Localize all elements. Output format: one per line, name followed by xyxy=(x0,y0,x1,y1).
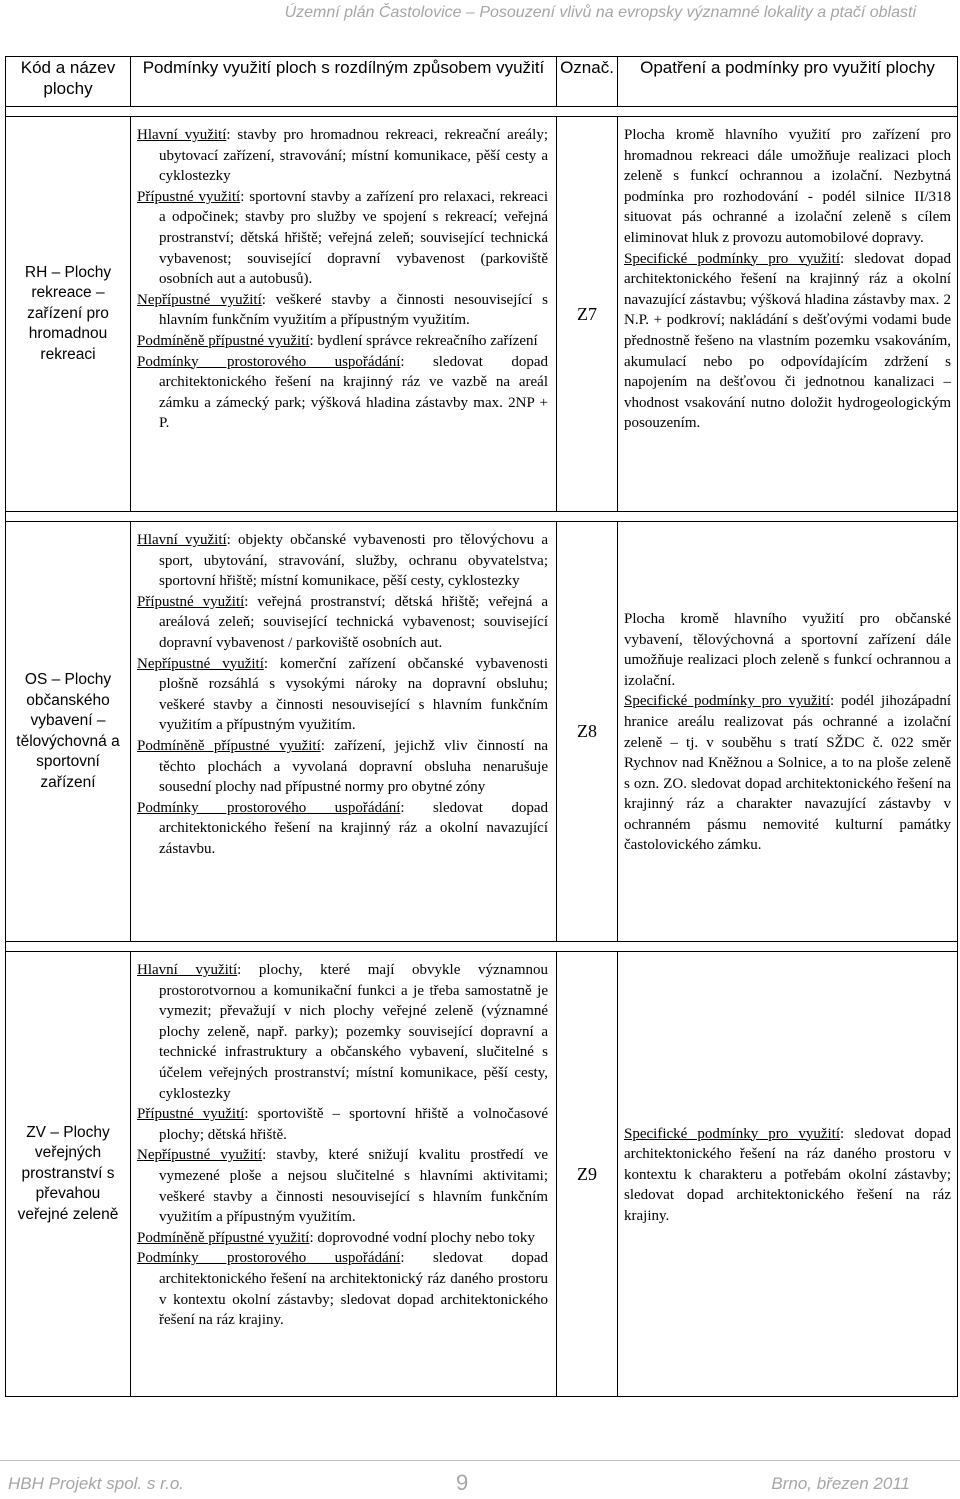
row-spacer xyxy=(6,942,958,952)
table-row xyxy=(6,522,958,942)
main-use: Hlavní využití: plochy, které mají obvykle významnou prostorotvornou a komunikační funkci a je třeba samostatně je vymezit; převažují v nich plochy veřejné zeleně (významné plochy zeleně, např. parky); pozemky související dopravní a technické infrastruktury a občanského vybavení, slučitelné s účelem veřejných prostranství; místní komunikace, pěší cesty, cyklostezky xyxy=(137,962,548,1102)
conditions-cell xyxy=(131,117,557,512)
row-spacer xyxy=(6,512,958,522)
allowed-use: Přípustné využití: sportoviště – sportovní hřiště a volnočasové plochy; dětská hřiště. xyxy=(137,1106,548,1143)
page-footer xyxy=(0,1466,960,1498)
table-row xyxy=(6,117,958,512)
measures-cell xyxy=(618,952,958,1397)
row-spacer xyxy=(6,107,958,117)
measure-specific: Specifické podmínky pro využití: podél jihozápadní hranice areálu realizovat pás ochranné a izolační zeleně – tj. v souběhu s tratí SŽDC č. 022 směr Rychnov nad Kněžnou a Solnice, a to na ploše zeleně s ozn. ZO. sledovat dopad architektonického řešení na krajinný ráz a charakter navazující zástavby v ochranném pásmu nemovité kulturní památky častolovického zámku. xyxy=(624,693,952,854)
forbidden-use: Nepřípustné využití: stavby, které snižují kvalitu prostředí ve vymezené ploše a nejsou slučitelné s hlavními aktivitami; veškeré stavby a činnosti nesouvisející s hlavním funkčním využitím a přípustným využitím. xyxy=(137,1147,548,1226)
spatial-conditions: Podmínky prostorového uspořádání: sledovat dopad architektonického řešení na architektonický ráz daného prostoru v kontextu okolní zástavby; sledovat dopad architektonického řešení na ráz krajiny. xyxy=(137,1250,548,1329)
footer-company: HBH Projekt spol. s r.o. xyxy=(8,1474,185,1493)
plot-name: RH – Plochy rekreace – zařízení pro hromadnou rekreaci xyxy=(6,117,131,512)
plot-code: Z8 xyxy=(557,522,618,942)
conditional-use: Podmíněně přípustné využití: zařízení, jejichž vliv činností na těchto plochách a vyvolaná dopravní obsluha nenarušuje sousední plochy nad přípustné normy pro obytné zóny xyxy=(137,737,548,796)
main-use: Hlavní využití: objekty občanské vybavenosti pro tělovýchovu a sport, ubytování, stravování, služby, ochranu obyvatelstva; sportovní hřiště; místní komunikace, pěší cesty, cyklostezky xyxy=(137,532,548,590)
measure-intro: Plocha kromě hlavního využití pro zařízení pro hromadnou rekreaci dále umožňuje realizaci ploch zeleně s funkcí ochrannou a izolační. Nezbytná podmínka pro rozhodování - podél silnice II/318 situovat pás ochranné a izolační zeleně s cílem eliminovat hluk z provozu automobilové dopravy. xyxy=(624,127,951,246)
land-use-table xyxy=(5,56,958,1397)
table-row xyxy=(6,952,958,1397)
measures-cell xyxy=(618,117,958,512)
footer-rule xyxy=(0,1460,960,1461)
col-header-code-name: Kód a název plochy xyxy=(6,57,131,107)
page-number: 9 xyxy=(456,1470,469,1495)
plot-code: Z7 xyxy=(557,117,618,512)
plot-name: ZV – Plochy veřejných prostranství s převahou veřejné zeleně xyxy=(6,952,131,1397)
plot-name: OS – Plochy občanského vybavení – tělovýchovná a sportovní zařízení xyxy=(6,522,131,942)
footer-date: Brno, březen 2011 xyxy=(771,1474,910,1493)
measure-specific: Specifické podmínky pro využití: sledovat dopad architektonického řešení na krajinný ráz a okolní navazující zástavbu; výšková hladina zástavby max. 2 N.P. + podkroví; nakládání s dešťovými vodami bude přednostně řešeno na vlastním pozemku vsakováním, akumulací nebo po odpovídajícím zdržení s napojením na dešťovou či jednotnou kanalizaci – vhodnost vsakování nutno doložit hydrogeologickým posouzením. xyxy=(624,250,951,432)
forbidden-use: Nepřípustné využití: komerční zařízení občanské vybavenosti plošně rozsáhlá s vysokými nároky na dopravní obsluhu; veškeré stavby a činnosti nesouvisející s hlavním funkčním využitím a přípustným využitím. xyxy=(137,655,548,734)
forbidden-use: Nepřípustné využití: veškeré stavby a činnosti nesouvisející s hlavním funkčním využitím a přípustným využitím. xyxy=(137,291,548,329)
measures-cell xyxy=(618,522,958,942)
col-header-conditions: Podmínky využití ploch s rozdílným způsobem využití xyxy=(131,57,557,107)
col-header-measures: Opatření a podmínky pro využití plochy xyxy=(618,57,958,107)
conditions-cell xyxy=(131,952,557,1397)
conditions-cell xyxy=(131,522,557,942)
plot-code: Z9 xyxy=(557,952,618,1397)
running-header: Územní plán Častolovice – Posouzení vlivů na evropsky významné lokality a ptačí oblasti xyxy=(284,4,916,21)
measure-intro: Plocha kromě hlavního využití pro občanské vybavení, tělovýchovná a sportovní zařízení dále umožňuje realizaci ploch zeleně s funkcí ochrannou a izolační. xyxy=(624,610,951,689)
table-header-row xyxy=(6,57,958,107)
main-use: Hlavní využití: stavby pro hromadnou rekreaci, rekreační areály; ubytovací zařízení, stravování; místní komunikace, pěší cesty a cyklostezky xyxy=(137,127,548,185)
spatial-conditions: Podmínky prostorového uspořádání: sledovat dopad architektonického řešení na krajinný ráz ve vazbě na areál zámku a zámecký park; výšková hladina zástavby max. 2NP + P. xyxy=(137,353,548,432)
conditional-use: Podmíněně přípustné využití: bydlení správce rekreačního zařízení xyxy=(137,332,538,349)
spatial-conditions: Podmínky prostorového uspořádání: sledovat dopad architektonického řešení na krajinný ráz a okolní navazující zástavbu. xyxy=(137,799,548,857)
measure-specific: Specifické podmínky pro využití: sledovat dopad architektonického řešení na ráz daného prostoru v kontextu k charakteru a potřebám okolní zástavby; sledovat dopad architektonického řešení na ráz krajiny. xyxy=(624,1125,951,1224)
allowed-use: Přípustné využití: sportovní stavby a zařízení pro relaxaci, rekreaci a odpočinek; stavby pro služby ve spojení s rekreací; veřejná prostranství; dětská hřiště; veřejná zeleň; související technická vybavenost; související dopravní vybavenost (parkoviště osobních aut a autobusů). xyxy=(137,188,548,288)
allowed-use: Přípustné využití: veřejná prostranství; dětská hřiště; veřejná a areálová zeleň; související technická vybavenost; související dopravní vybavenost / parkoviště osobních aut. xyxy=(137,593,548,651)
col-header-mark: Označ. xyxy=(557,57,618,107)
conditional-use: Podmíněně přípustné využití: doprovodné vodní plochy nebo toky xyxy=(137,1229,535,1246)
